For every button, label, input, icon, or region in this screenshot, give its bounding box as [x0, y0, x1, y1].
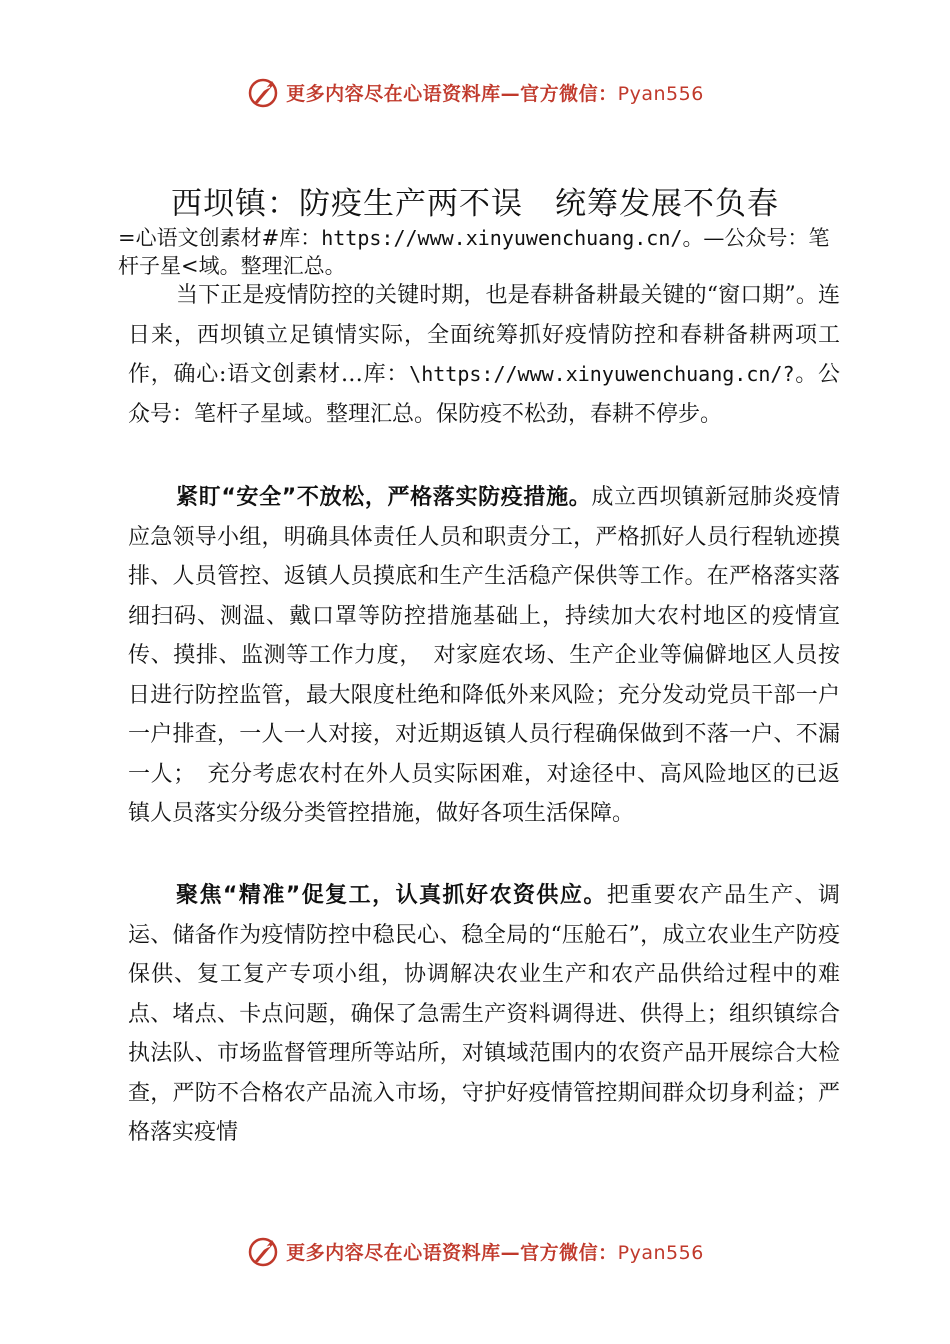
- paragraph-supply-heading: 聚焦“精准”促复工，认真抓好农资供应。: [176, 883, 607, 908]
- paragraph-intro: 当下正是疫情防控的关键时期，也是春耕备耕最关键的“窗口期”。连日来，西坝镇立足镇情实际，全面统筹抓好疫情防控和春耕备耕两项工作，确心:语文创素材…库：\https://www.xinyuwenchuang.cn/?。公众号：笔杆子星域。整理汇总。保防疫不松劲，春耕不停步。: [128, 283, 840, 427]
- source-suffix: 。—公众号：笔杆子星<域。整理汇总。: [118, 226, 830, 278]
- footer-banner: [0, 1231, 950, 1271]
- paragraph-supply: [128, 876, 840, 1153]
- paragraph-safety: [128, 478, 840, 834]
- source-prefix: =心语文创素材#库：: [118, 226, 322, 250]
- banner-handle: Pyan556: [617, 1241, 704, 1264]
- quill-logo-icon: [246, 1234, 280, 1268]
- paragraph-safety-heading: 紧盯“安全”不放松，严格落实防疫措施。: [176, 485, 592, 510]
- source-url: https://www.xinyuwenchuang.cn/: [321, 226, 683, 250]
- source-line: [118, 224, 848, 280]
- banner-text: 更多内容尽在心语资料库—官方微信：Pyan556: [286, 82, 704, 105]
- banner-handle: Pyan556: [617, 82, 704, 105]
- intro-url: \https://www.xinyuwenchuang.cn/?: [409, 362, 795, 386]
- paragraph-supply-body: 把重要农产品生产、调运、储备作为疫情防控中稳民心、稳全局的“压舱石”，成立农业生产防疫保供、复工复产专项小组，协调解决农业生产和农产品供给过程中的难点、堵点、卡点问题，确保了急需生产资料调得进、供得上；组织镇综合执法队、市场监督管理所等站所，对镇域范围内的农资产品开展综合大检查，严防不合格农产品流入市场，守护好疫情管控期间群众切身利益；严格落实疫情: [128, 883, 840, 1145]
- header-banner: [0, 72, 950, 112]
- page-title: 西坝镇：防疫生产两不误 统筹发展不负春: [171, 186, 779, 222]
- quill-logo-icon: [246, 75, 280, 109]
- banner-text: 更多内容尽在心语资料库—官方微信：Pyan556: [286, 1241, 704, 1264]
- paragraph-safety-body: 成立西坝镇新冠肺炎疫情应急领导小组，明确具体责任人员和职责分工，严格抓好人员行程轨迹摸排、人员管控、返镇人员摸底和生产生活稳产保供等工作。在严格落实落细扫码、测温、戴口罩等防控措施基础上，持续加大农村地区的疫情宣传、摸排、监测等工作力度， 对家庭农场、生产企业等偏僻地区人员按日进行防控监管，最大限度杜绝和降低外来风险；充分发动党员干部一户一户排查，一人一人对接，对近期返镇人员行程确保做到不落一户、不漏一人； 充分考虑农村在外人员实际困难，对途径中、高风险地区的已返镇人员落实分级分类管控措施，做好各项生活保障。: [128, 485, 840, 826]
